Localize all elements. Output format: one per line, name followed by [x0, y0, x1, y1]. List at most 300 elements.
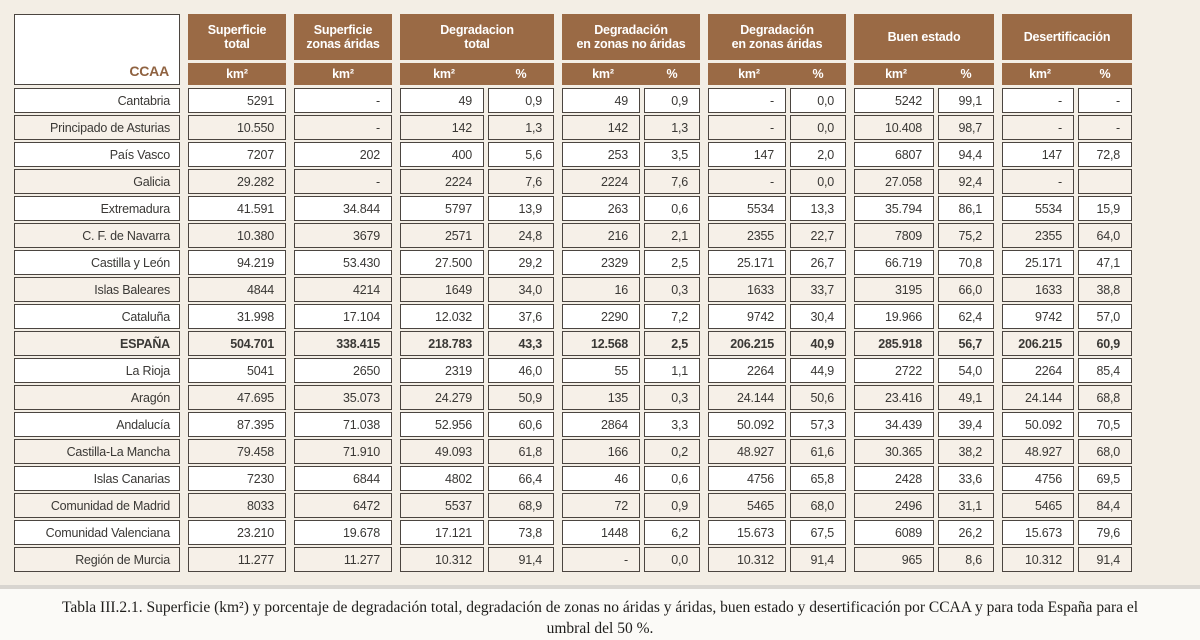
region-name-cell: Galicia: [14, 169, 180, 194]
value-cell: 8033: [188, 493, 286, 518]
column-group-degradacion-zonas-no-aridas: [562, 14, 700, 85]
region-name-cell: Castilla-La Mancha: [14, 439, 180, 464]
value-cell: 0,9: [488, 88, 554, 113]
value-cell: [1078, 169, 1132, 194]
value-cell: 34.439: [854, 412, 934, 437]
table-row: [14, 115, 1132, 140]
unit-pct-label: %: [666, 67, 678, 81]
region-name-cell: Aragón: [14, 385, 180, 410]
value-cell: 5465: [708, 493, 786, 518]
value-cell: 60,6: [488, 412, 554, 437]
value-cell: 24.144: [708, 385, 786, 410]
value-cell: 0,0: [790, 88, 846, 113]
unit-km2-label: km²: [592, 67, 614, 81]
value-cell: 27.500: [400, 250, 484, 275]
value-cell: 91,4: [1078, 547, 1132, 572]
value-cell: 2428: [854, 466, 934, 491]
value-cell: 10.550: [188, 115, 286, 140]
value-cell: -: [708, 169, 786, 194]
value-cell: 1633: [708, 277, 786, 302]
value-cell: 0,0: [790, 169, 846, 194]
value-cell: 91,4: [790, 547, 846, 572]
value-cell: 206.215: [1002, 331, 1074, 356]
table-row: [14, 304, 1132, 329]
value-cell: 64,0: [1078, 223, 1132, 248]
value-cell: 9742: [708, 304, 786, 329]
value-cell: 19.966: [854, 304, 934, 329]
value-cell: 2,5: [644, 250, 700, 275]
value-cell: 0,3: [644, 277, 700, 302]
region-name-cell: ESPAÑA: [14, 331, 180, 356]
value-cell: 2,0: [790, 142, 846, 167]
table-body: [14, 88, 1132, 572]
region-name-cell: C. F. de Navarra: [14, 223, 180, 248]
value-cell: -: [1002, 115, 1074, 140]
value-cell: 504.701: [188, 331, 286, 356]
value-cell: 11.277: [294, 547, 392, 572]
value-cell: 72: [562, 493, 640, 518]
value-cell: 206.215: [708, 331, 786, 356]
value-cell: 70,5: [1078, 412, 1132, 437]
table-row: [14, 493, 1132, 518]
value-cell: 7,6: [488, 169, 554, 194]
region-name-cell: Extremadura: [14, 196, 180, 221]
value-cell: 0,6: [644, 466, 700, 491]
unit-km2-label: km²: [738, 67, 760, 81]
value-cell: 17.104: [294, 304, 392, 329]
value-cell: 2496: [854, 493, 934, 518]
group-title-line1: Superficie: [207, 22, 267, 37]
value-cell: 9742: [1002, 304, 1074, 329]
value-cell: 43,3: [488, 331, 554, 356]
unit-pct-label: %: [812, 67, 824, 81]
value-cell: 44,9: [790, 358, 846, 383]
value-cell: 4756: [708, 466, 786, 491]
value-cell: 218.783: [400, 331, 484, 356]
unit-subheader: [562, 63, 700, 85]
value-cell: 73,8: [488, 520, 554, 545]
value-cell: 72,8: [1078, 142, 1132, 167]
value-cell: 22,7: [790, 223, 846, 248]
unit-pct-label: %: [1099, 67, 1111, 81]
value-cell: 338.415: [294, 331, 392, 356]
value-cell: 147: [708, 142, 786, 167]
value-cell: 30.365: [854, 439, 934, 464]
value-cell: 13,3: [790, 196, 846, 221]
region-name-cell: Castilla y León: [14, 250, 180, 275]
unit-pct-label: %: [515, 67, 527, 81]
value-cell: 6472: [294, 493, 392, 518]
value-cell: 68,9: [488, 493, 554, 518]
value-cell: 84,4: [1078, 493, 1132, 518]
column-group-desertificacion: [1002, 14, 1132, 85]
caption-line2: umbral del 50 %.: [546, 620, 654, 637]
group-title-line2: total: [464, 37, 490, 51]
value-cell: 2224: [562, 169, 640, 194]
column-group-degradacion-total: [400, 14, 554, 85]
value-cell: 38,2: [938, 439, 994, 464]
value-cell: 25.171: [708, 250, 786, 275]
value-cell: 35.794: [854, 196, 934, 221]
value-cell: 99,1: [938, 88, 994, 113]
unit-subheader: [854, 63, 994, 85]
value-cell: 98,7: [938, 115, 994, 140]
group-title-line2: en zonas no áridas: [576, 37, 686, 51]
value-cell: 35.073: [294, 385, 392, 410]
value-cell: 135: [562, 385, 640, 410]
value-cell: 68,8: [1078, 385, 1132, 410]
value-cell: 10.312: [400, 547, 484, 572]
region-name-cell: Comunidad Valenciana: [14, 520, 180, 545]
value-cell: 54,0: [938, 358, 994, 383]
value-cell: 2571: [400, 223, 484, 248]
value-cell: 7,6: [644, 169, 700, 194]
value-cell: 0,6: [644, 196, 700, 221]
column-group-degradacion-zonas-aridas: [708, 14, 846, 85]
value-cell: 5534: [1002, 196, 1074, 221]
value-cell: 86,1: [938, 196, 994, 221]
group-title: [562, 14, 700, 60]
table-row: [14, 88, 1132, 113]
table-row: [14, 358, 1132, 383]
region-name-cell: Islas Canarias: [14, 466, 180, 491]
value-cell: 10.312: [1002, 547, 1074, 572]
table-row: [14, 196, 1132, 221]
value-cell: 30,4: [790, 304, 846, 329]
value-cell: 87.395: [188, 412, 286, 437]
value-cell: 4802: [400, 466, 484, 491]
unit-subheader: [294, 63, 392, 85]
value-cell: 6,2: [644, 520, 700, 545]
value-cell: 10.380: [188, 223, 286, 248]
value-cell: 6844: [294, 466, 392, 491]
value-cell: 57,0: [1078, 304, 1132, 329]
value-cell: 5,6: [488, 142, 554, 167]
unit-subheader: [1002, 63, 1132, 85]
table-row: [14, 412, 1132, 437]
value-cell: 48.927: [708, 439, 786, 464]
value-cell: 53.430: [294, 250, 392, 275]
value-cell: 12.568: [562, 331, 640, 356]
value-cell: 75,2: [938, 223, 994, 248]
value-cell: 69,5: [1078, 466, 1132, 491]
value-cell: 253: [562, 142, 640, 167]
table-row: [14, 385, 1132, 410]
value-cell: 61,6: [790, 439, 846, 464]
value-cell: 7809: [854, 223, 934, 248]
region-name-cell: Región de Murcia: [14, 547, 180, 572]
value-cell: 2355: [1002, 223, 1074, 248]
value-cell: 23.210: [188, 520, 286, 545]
value-cell: 71.910: [294, 439, 392, 464]
value-cell: 142: [400, 115, 484, 140]
group-title: [708, 14, 846, 60]
value-cell: -: [1078, 115, 1132, 140]
value-cell: 1448: [562, 520, 640, 545]
value-cell: 26,7: [790, 250, 846, 275]
value-cell: 15.673: [1002, 520, 1074, 545]
value-cell: 47.695: [188, 385, 286, 410]
value-cell: 39,4: [938, 412, 994, 437]
value-cell: -: [562, 547, 640, 572]
value-cell: 50,6: [790, 385, 846, 410]
group-title-line2: total: [224, 37, 250, 51]
table-row: [14, 466, 1132, 491]
value-cell: 56,7: [938, 331, 994, 356]
value-cell: 2264: [708, 358, 786, 383]
value-cell: 2290: [562, 304, 640, 329]
value-cell: 4756: [1002, 466, 1074, 491]
value-cell: 11.277: [188, 547, 286, 572]
value-cell: 4844: [188, 277, 286, 302]
value-cell: 34,0: [488, 277, 554, 302]
value-cell: 79,6: [1078, 520, 1132, 545]
unit-pct-label: %: [960, 67, 972, 81]
group-title: [400, 14, 554, 60]
region-name-cell: País Vasco: [14, 142, 180, 167]
group-title: [188, 14, 286, 60]
value-cell: 92,4: [938, 169, 994, 194]
value-cell: 1633: [1002, 277, 1074, 302]
value-cell: 2264: [1002, 358, 1074, 383]
value-cell: 47,1: [1078, 250, 1132, 275]
corner-header-ccaa: CCAA: [14, 14, 180, 85]
value-cell: -: [294, 88, 392, 113]
table-caption: [0, 597, 1200, 639]
table-row: [14, 169, 1132, 194]
table-row: [14, 142, 1132, 167]
value-cell: 2329: [562, 250, 640, 275]
group-title: [854, 14, 994, 60]
unit-subheader: [188, 63, 286, 85]
value-cell: -: [294, 169, 392, 194]
value-cell: 49: [562, 88, 640, 113]
table-row: [14, 250, 1132, 275]
value-cell: 15.673: [708, 520, 786, 545]
group-title-line1: Superficie: [313, 22, 373, 37]
unit-subheader: [708, 63, 846, 85]
group-title-line1: Degradación: [594, 22, 668, 37]
value-cell: 49,1: [938, 385, 994, 410]
value-cell: 0,0: [790, 115, 846, 140]
value-cell: 41.591: [188, 196, 286, 221]
value-cell: 6089: [854, 520, 934, 545]
value-cell: 62,4: [938, 304, 994, 329]
value-cell: 7207: [188, 142, 286, 167]
data-table: [14, 14, 1132, 574]
value-cell: 26,2: [938, 520, 994, 545]
value-cell: 6807: [854, 142, 934, 167]
value-cell: 2722: [854, 358, 934, 383]
value-cell: 5534: [708, 196, 786, 221]
value-cell: -: [1078, 88, 1132, 113]
group-title-line1: Degradacion: [440, 22, 514, 37]
group-title-line1: Degradación: [740, 22, 814, 37]
column-group-buen-estado: [854, 14, 994, 85]
value-cell: 50.092: [708, 412, 786, 437]
unit-km2-label: km²: [332, 67, 354, 81]
table-row: [14, 277, 1132, 302]
unit-subheader: [400, 63, 554, 85]
region-name-cell: Comunidad de Madrid: [14, 493, 180, 518]
value-cell: 31.998: [188, 304, 286, 329]
region-name-cell: Cataluña: [14, 304, 180, 329]
value-cell: 3679: [294, 223, 392, 248]
value-cell: 60,9: [1078, 331, 1132, 356]
value-cell: 31,1: [938, 493, 994, 518]
value-cell: 24.279: [400, 385, 484, 410]
value-cell: 50.092: [1002, 412, 1074, 437]
value-cell: -: [294, 115, 392, 140]
group-title-line2: en zonas áridas: [731, 37, 823, 51]
value-cell: 400: [400, 142, 484, 167]
value-cell: 8,6: [938, 547, 994, 572]
value-cell: 7230: [188, 466, 286, 491]
value-cell: 5797: [400, 196, 484, 221]
value-cell: 33,7: [790, 277, 846, 302]
table-row: [14, 223, 1132, 248]
value-cell: 48.927: [1002, 439, 1074, 464]
value-cell: 202: [294, 142, 392, 167]
value-cell: 23.416: [854, 385, 934, 410]
value-cell: 68,0: [790, 493, 846, 518]
value-cell: 79.458: [188, 439, 286, 464]
value-cell: 5465: [1002, 493, 1074, 518]
value-cell: 34.844: [294, 196, 392, 221]
value-cell: 57,3: [790, 412, 846, 437]
value-cell: -: [708, 88, 786, 113]
value-cell: 2864: [562, 412, 640, 437]
value-cell: 13,9: [488, 196, 554, 221]
value-cell: 67,5: [790, 520, 846, 545]
value-cell: 71.038: [294, 412, 392, 437]
value-cell: 61,8: [488, 439, 554, 464]
value-cell: 65,8: [790, 466, 846, 491]
value-cell: 2319: [400, 358, 484, 383]
table-row: [14, 520, 1132, 545]
value-cell: 49: [400, 88, 484, 113]
value-cell: 1,3: [488, 115, 554, 140]
value-cell: 12.032: [400, 304, 484, 329]
value-cell: 147: [1002, 142, 1074, 167]
region-name-cell: Cantabria: [14, 88, 180, 113]
value-cell: 5537: [400, 493, 484, 518]
value-cell: 5242: [854, 88, 934, 113]
value-cell: 15,9: [1078, 196, 1132, 221]
value-cell: 2224: [400, 169, 484, 194]
value-cell: -: [1002, 169, 1074, 194]
region-name-cell: La Rioja: [14, 358, 180, 383]
group-title-line1: Desertificación: [1023, 29, 1111, 44]
group-title: [294, 14, 392, 60]
value-cell: 7,2: [644, 304, 700, 329]
value-cell: 46,0: [488, 358, 554, 383]
value-cell: 27.058: [854, 169, 934, 194]
value-cell: 19.678: [294, 520, 392, 545]
value-cell: 55: [562, 358, 640, 383]
value-cell: 10.408: [854, 115, 934, 140]
column-group-superficie-total: [188, 14, 286, 85]
value-cell: 4214: [294, 277, 392, 302]
value-cell: 0,9: [644, 493, 700, 518]
unit-km2-label: km²: [885, 67, 907, 81]
value-cell: 66.719: [854, 250, 934, 275]
value-cell: 94,4: [938, 142, 994, 167]
value-cell: 0,3: [644, 385, 700, 410]
value-cell: 285.918: [854, 331, 934, 356]
group-title: [1002, 14, 1132, 60]
value-cell: 24,8: [488, 223, 554, 248]
value-cell: 66,4: [488, 466, 554, 491]
table-header: [14, 14, 1132, 85]
value-cell: 50,9: [488, 385, 554, 410]
value-cell: 3195: [854, 277, 934, 302]
value-cell: 68,0: [1078, 439, 1132, 464]
value-cell: 33,6: [938, 466, 994, 491]
value-cell: 38,8: [1078, 277, 1132, 302]
table-row: [14, 331, 1132, 356]
value-cell: 29,2: [488, 250, 554, 275]
value-cell: 3,3: [644, 412, 700, 437]
value-cell: -: [708, 115, 786, 140]
value-cell: 37,6: [488, 304, 554, 329]
value-cell: 66,0: [938, 277, 994, 302]
value-cell: 29.282: [188, 169, 286, 194]
value-cell: 3,5: [644, 142, 700, 167]
caption-line1: Tabla III.2.1. Superficie (km²) y porcentaje de degradación total, degradación de zonas no áridas y áridas, buen estado y desertificación por CCAA y para toda España para el: [61, 599, 1139, 616]
value-cell: 142: [562, 115, 640, 140]
column-group-superficie-zonas-aridas: [294, 14, 392, 85]
group-title-line2: zonas áridas: [306, 37, 380, 51]
value-cell: 0,9: [644, 88, 700, 113]
value-cell: 166: [562, 439, 640, 464]
value-cell: 49.093: [400, 439, 484, 464]
value-cell: 216: [562, 223, 640, 248]
value-cell: 85,4: [1078, 358, 1132, 383]
value-cell: 1,3: [644, 115, 700, 140]
value-cell: 965: [854, 547, 934, 572]
value-cell: 2,1: [644, 223, 700, 248]
value-cell: 24.144: [1002, 385, 1074, 410]
table-row: [14, 439, 1132, 464]
value-cell: 5041: [188, 358, 286, 383]
unit-km2-label: km²: [433, 67, 455, 81]
value-cell: 5291: [188, 88, 286, 113]
value-cell: -: [1002, 88, 1074, 113]
region-name-cell: Principado de Asturias: [14, 115, 180, 140]
value-cell: 2650: [294, 358, 392, 383]
value-cell: 1649: [400, 277, 484, 302]
region-name-cell: Islas Baleares: [14, 277, 180, 302]
value-cell: 94.219: [188, 250, 286, 275]
region-name-cell: Andalucía: [14, 412, 180, 437]
value-cell: 46: [562, 466, 640, 491]
table-row: [14, 547, 1132, 572]
value-cell: 263: [562, 196, 640, 221]
value-cell: 0,0: [644, 547, 700, 572]
value-cell: 10.312: [708, 547, 786, 572]
value-cell: 91,4: [488, 547, 554, 572]
group-title-line1: Buen estado: [887, 29, 961, 44]
value-cell: 2,5: [644, 331, 700, 356]
value-cell: 52.956: [400, 412, 484, 437]
value-cell: 16: [562, 277, 640, 302]
value-cell: 70,8: [938, 250, 994, 275]
value-cell: 25.171: [1002, 250, 1074, 275]
unit-km2-label: km²: [1029, 67, 1051, 81]
value-cell: 2355: [708, 223, 786, 248]
unit-km2-label: km²: [226, 67, 248, 81]
